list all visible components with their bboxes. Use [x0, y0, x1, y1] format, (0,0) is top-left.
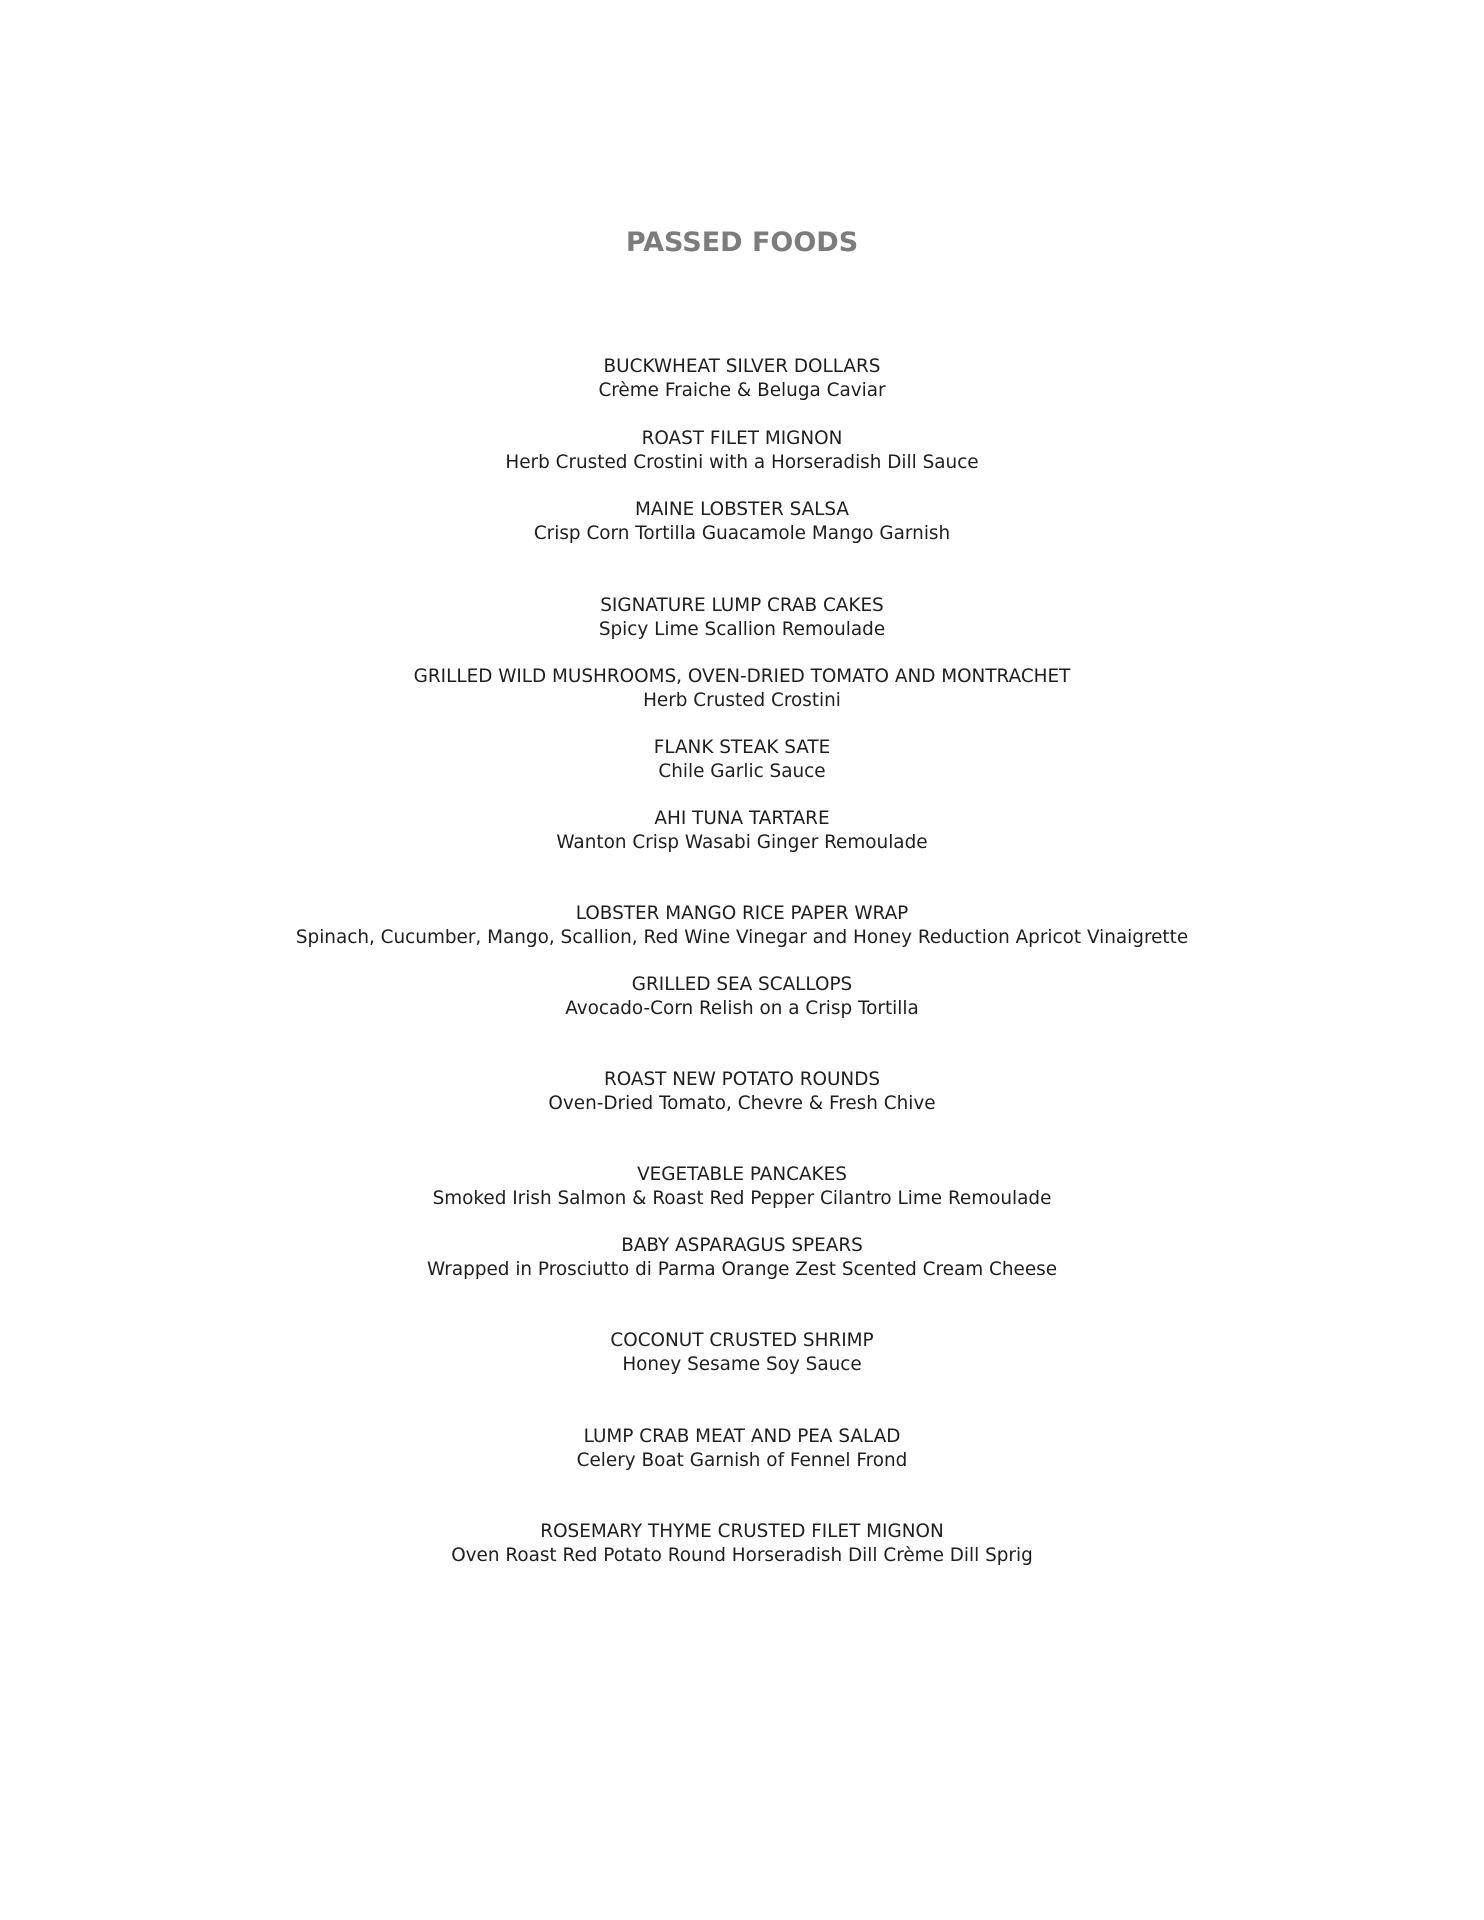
menu-item — [0, 1234, 1484, 1282]
menu-item — [0, 1068, 1484, 1116]
menu-item — [0, 355, 1484, 403]
menu-item-description: Chile Garlic Sauce — [658, 761, 826, 782]
menu-item-name: BABY ASPARAGUS SPEARS — [621, 1235, 863, 1256]
menu-item — [0, 427, 1484, 475]
menu-item — [0, 665, 1484, 713]
menu-item — [0, 807, 1484, 855]
menu-item-name: AHI TUNA TARTARE — [654, 808, 830, 829]
menu-item — [0, 1520, 1484, 1568]
menu-item-name: BUCKWHEAT SILVER DOLLARS — [603, 356, 881, 377]
menu-item — [0, 973, 1484, 1021]
menu-item-description: Wrapped in Prosciutto di Parma Orange Zest Scented Cream Cheese — [426, 1259, 1058, 1280]
menu-item-name: FLANK STEAK SATE — [653, 737, 831, 758]
menu-item-name: GRILLED SEA SCALLOPS — [631, 974, 853, 995]
menu-item-name: ROAST FILET MIGNON — [641, 428, 843, 449]
menu-item-description: Oven-Dried Tomato, Chevre & Fresh Chive — [548, 1093, 936, 1114]
menu-item — [0, 594, 1484, 642]
menu-item-name: VEGETABLE PANCAKES — [637, 1164, 847, 1185]
page-title: PASSED FOODS — [625, 227, 859, 258]
menu-item-name: LOBSTER MANGO RICE PAPER WRAP — [575, 903, 909, 924]
menu-item-name: ROSEMARY THYME CRUSTED FILET MIGNON — [540, 1521, 944, 1542]
menu-item-name: MAINE LOBSTER SALSA — [634, 499, 850, 520]
menu-item — [0, 736, 1484, 784]
menu-item-description: Celery Boat Garnish of Fennel Frond — [576, 1450, 908, 1471]
menu-item — [0, 1329, 1484, 1377]
menu-item — [0, 1425, 1484, 1473]
menu-item-name: ROAST NEW POTATO ROUNDS — [603, 1069, 881, 1090]
menu-item-description: Spicy Lime Scallion Remoulade — [598, 619, 886, 640]
menu-item-name: GRILLED WILD MUSHROOMS, OVEN-DRIED TOMATO AND MONTRACHET — [413, 666, 1071, 687]
menu-item-name: COCONUT CRUSTED SHRIMP — [610, 1330, 874, 1351]
menu-item-description: Wanton Crisp Wasabi Ginger Remoulade — [556, 832, 928, 853]
menu-item — [0, 1163, 1484, 1211]
menu-item-description: Spinach, Cucumber, Mango, Scallion, Red Wine Vinegar and Honey Reduction Apricot Vinaigrette — [295, 927, 1189, 948]
menu-item-name: SIGNATURE LUMP CRAB CAKES — [600, 595, 884, 616]
menu-item — [0, 498, 1484, 546]
menu-item-description: Herb Crusted Crostini — [643, 690, 841, 711]
menu-item — [0, 902, 1484, 950]
menu-item-description: Herb Crusted Crostini with a Horseradish Dill Sauce — [505, 452, 979, 473]
menu-item-description: Smoked Irish Salmon & Roast Red Pepper Cilantro Lime Remoulade — [432, 1188, 1052, 1209]
menu-item-description: Crème Fraiche & Beluga Caviar — [598, 380, 886, 401]
menu-item-name: LUMP CRAB MEAT AND PEA SALAD — [583, 1426, 901, 1447]
menu-item-description: Honey Sesame Soy Sauce — [622, 1354, 862, 1375]
menu-item-description: Crisp Corn Tortilla Guacamole Mango Garnish — [533, 523, 951, 544]
menu-item-description: Avocado-Corn Relish on a Crisp Tortilla — [565, 998, 919, 1019]
menu-item-description: Oven Roast Red Potato Round Horseradish Dill Crème Dill Sprig — [451, 1545, 1033, 1566]
